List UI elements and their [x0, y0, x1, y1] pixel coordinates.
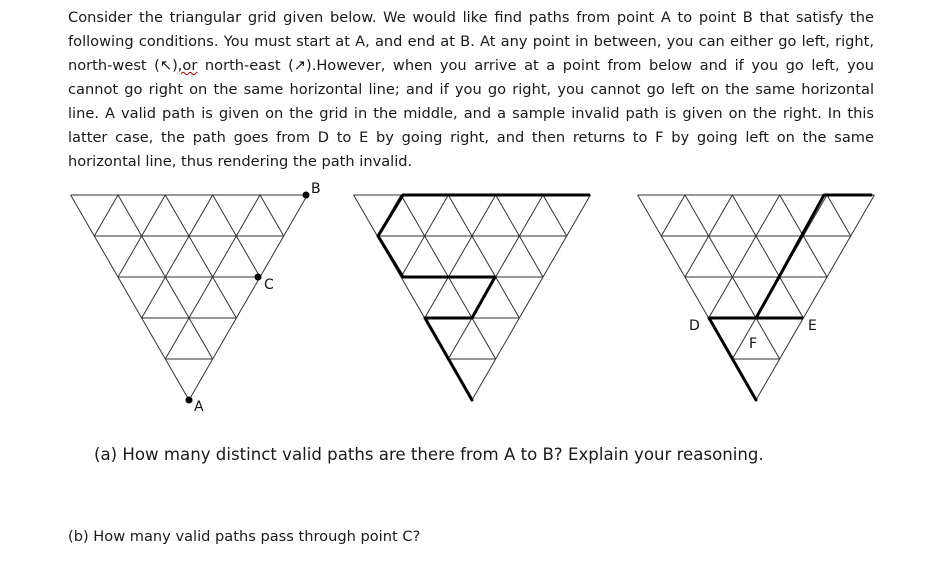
spellcheck-underlined-text: ,or [177, 57, 198, 74]
grid-line [661, 195, 685, 236]
grid-right-invalid-path [638, 195, 875, 400]
point-c-dot [255, 274, 262, 281]
point-b-dot [303, 192, 310, 199]
grid-line [71, 195, 189, 400]
point-a-dot [186, 397, 193, 404]
grid-line [472, 195, 590, 400]
problem-text-part1: Consider the triangular grid given below. We would like find paths from point A to point B that satisfy the following conditions. You must start at A, and end at B. At any point in between, you can either go left, right, north-west (↖) [68, 9, 874, 74]
grid-line [827, 195, 851, 236]
label-d: D [689, 318, 700, 334]
grid-left [71, 195, 308, 400]
label-a: A [194, 399, 204, 415]
question-a: (a) How many distinct valid paths are there from A to B? Explain your reasoning. [94, 445, 764, 464]
invalid-path-line [709, 195, 871, 400]
grid-line [756, 195, 874, 400]
grid-line [189, 195, 307, 400]
label-f: F [749, 336, 758, 352]
grid-line [142, 195, 213, 318]
grid-line [165, 195, 236, 318]
problem-text-part2: north-east (↗).However, when you arrive at a point from below and if you go left, you cannot go right on the same horizontal line; and if you go right, you cannot go left on the same horizontal line. A valid path is given on the grid in the middle, and a sample invalid path is given on the right. In this latter case, the path goes from D to E by going right, and then returns to F by going left on the same horizontal line, thus rendering the path invalid. [68, 57, 874, 170]
grid-line [543, 195, 567, 236]
grid-line [709, 195, 780, 318]
grid-line [94, 195, 118, 236]
grid-line [425, 195, 496, 318]
grid-line [260, 195, 284, 236]
label-e: E [808, 318, 817, 334]
question-b: (b) How many valid paths pass through point C? [68, 528, 421, 545]
valid-path-line [378, 195, 589, 400]
grid-middle-valid-path [354, 195, 591, 400]
label-c: C [264, 277, 274, 293]
label-b: B [311, 181, 321, 197]
